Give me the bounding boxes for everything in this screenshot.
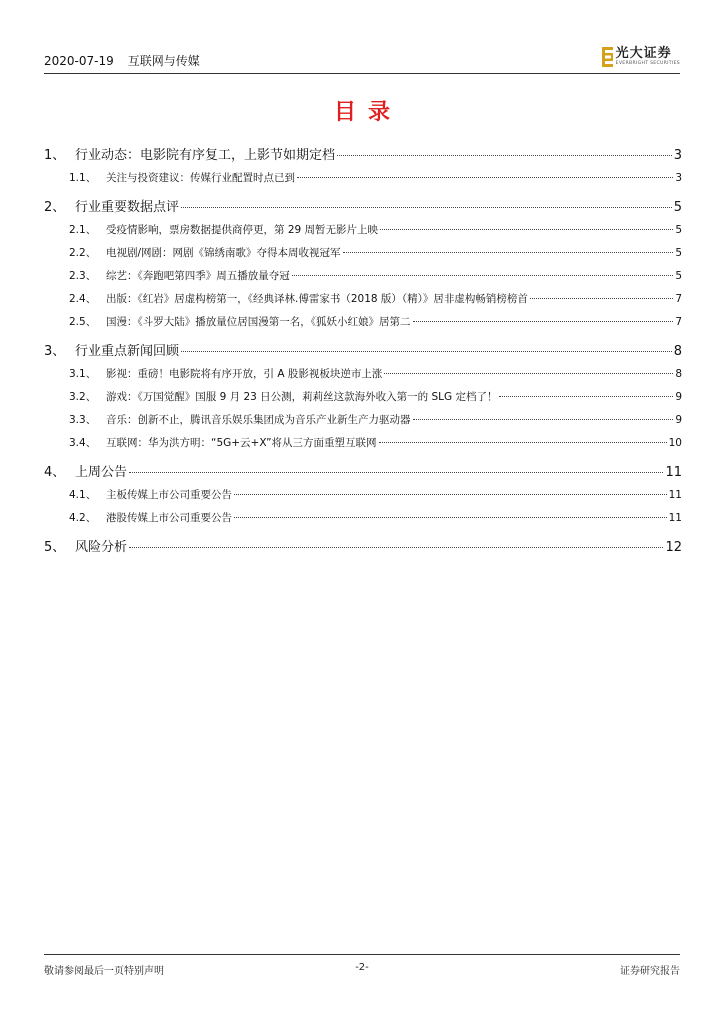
toc-page-number: 8 xyxy=(673,344,682,359)
toc-label: 电视剧/网剧：网剧《锦绣南歌》夺得本周收视冠军 xyxy=(106,247,341,259)
toc-subsection[interactable] xyxy=(44,288,682,311)
report-date: 2020-07-19 xyxy=(44,54,114,68)
toc-number: 2.4、 xyxy=(69,293,97,305)
toc-subsection[interactable] xyxy=(44,432,682,455)
toc-dot-leader xyxy=(413,419,674,420)
footer-divider xyxy=(44,954,680,955)
toc-number: 5、 xyxy=(44,540,66,555)
toc-label: 行业重点新闻回顾 xyxy=(75,344,180,359)
footer-report-type: 证券研究报告 xyxy=(620,966,680,977)
toc-page-number: 12 xyxy=(665,540,682,555)
toc-number: 3、 xyxy=(44,344,66,359)
toc-label: 风险分析 xyxy=(75,540,128,555)
toc-dot-leader xyxy=(380,229,673,230)
toc-label: 国漫：《斗罗大陆》播放量位居国漫第一名，《狐妖小红娘》居第二 xyxy=(106,316,411,328)
toc-page-number: 10 xyxy=(668,437,682,449)
toc-label: 出版：《红岩》居虚构榜第一，《经典译林.傅雷家书（2018 版）（精）》居非虚构畅销榜榜首 xyxy=(106,293,528,305)
toc-label: 互联网：华为洪方明：“5G+云+X”将从三方面重塑互联网 xyxy=(106,437,377,449)
toc-label: 行业动态：电影院有序复工，上影节如期定档 xyxy=(75,148,336,163)
company-logo xyxy=(602,46,680,72)
toc-number: 3.4、 xyxy=(69,437,97,449)
toc-page-number: 5 xyxy=(673,200,682,215)
toc-label: 上周公告 xyxy=(75,465,128,480)
toc-page-number: 7 xyxy=(675,316,682,328)
toc-dot-leader xyxy=(292,275,674,276)
toc-dot-leader xyxy=(129,547,663,548)
toc-page-number: 5 xyxy=(675,247,682,259)
toc-number: 2、 xyxy=(44,200,66,215)
toc-dot-leader xyxy=(234,517,667,518)
toc-dot-leader xyxy=(181,207,672,208)
toc-subsection[interactable] xyxy=(44,242,682,265)
page-title: 目录 xyxy=(333,100,402,125)
toc-page-number: 11 xyxy=(668,489,682,501)
toc-dot-leader xyxy=(297,177,673,178)
logo-english-text: EVERBRIGHT SECURITIES xyxy=(615,61,680,66)
toc-label: 行业重要数据点评 xyxy=(75,200,180,215)
logo-chinese-text: 光大证券 xyxy=(615,46,672,61)
toc-label: 综艺：《奔跑吧第四季》周五播放量夺冠 xyxy=(106,270,290,282)
toc-subsection[interactable] xyxy=(44,507,682,530)
header-divider xyxy=(44,73,680,74)
toc-dot-leader xyxy=(413,321,674,322)
toc-page-number: 11 xyxy=(668,512,682,524)
toc-dot-leader xyxy=(499,396,673,397)
page-number: -2- xyxy=(355,962,369,973)
toc-dot-leader xyxy=(343,252,674,253)
toc-page-number: 9 xyxy=(675,391,682,403)
toc-dot-leader xyxy=(337,155,672,156)
toc-number: 4、 xyxy=(44,465,66,480)
toc-label: 主板传媒上市公司重要公告 xyxy=(106,489,232,501)
footer-disclaimer: 敬请参阅最后一页特别声明 xyxy=(44,966,164,977)
toc-section[interactable] xyxy=(44,530,682,559)
toc-dot-leader xyxy=(530,298,673,299)
toc-label: 游戏：《万国觉醒》国服 9 月 23 日公测，莉莉丝这款海外收入第一的 SLG 定档了！ xyxy=(106,391,498,403)
toc-subsection[interactable] xyxy=(44,219,682,242)
toc-subsection[interactable] xyxy=(44,311,682,334)
toc-number: 1、 xyxy=(44,148,66,163)
page-header xyxy=(44,44,680,74)
toc-section[interactable] xyxy=(44,138,682,167)
toc-dot-leader xyxy=(181,351,672,352)
toc-dot-leader xyxy=(384,373,673,374)
toc-page-number: 9 xyxy=(675,414,682,426)
toc-number: 3.2、 xyxy=(69,391,97,403)
toc-label: 影视：重磅！电影院将有序开放，引 A 股影视板块逆市上涨 xyxy=(106,368,383,380)
toc-page-number: 3 xyxy=(675,172,682,184)
toc-number: 2.2、 xyxy=(69,247,97,259)
toc-number: 3.1、 xyxy=(69,368,97,380)
toc-number: 4.1、 xyxy=(69,489,97,501)
toc-number: 2.3、 xyxy=(69,270,97,282)
toc-page-number: 5 xyxy=(675,224,682,236)
header-info xyxy=(44,52,200,69)
toc-dot-leader xyxy=(234,494,667,495)
toc-subsection[interactable] xyxy=(44,265,682,288)
toc-page-number: 7 xyxy=(675,293,682,305)
toc-subsection[interactable] xyxy=(44,386,682,409)
toc-label: 音乐：创新不止，腾讯音乐娱乐集团成为音乐产业新生产力驱动器 xyxy=(106,414,411,426)
report-category: 互联网与传媒 xyxy=(127,54,200,68)
toc-number: 3.3、 xyxy=(69,414,97,426)
page-footer xyxy=(44,962,680,978)
logo-mark-icon xyxy=(602,47,613,67)
toc-label: 关注与投资建议：传媒行业配置时点已到 xyxy=(106,172,295,184)
toc-subsection[interactable] xyxy=(44,409,682,432)
toc-dot-leader xyxy=(129,472,663,473)
toc-number: 2.1、 xyxy=(69,224,97,236)
table-of-contents xyxy=(44,138,682,559)
toc-dot-leader xyxy=(379,442,667,443)
toc-page-number: 11 xyxy=(665,465,682,480)
toc-number: 4.2、 xyxy=(69,512,97,524)
toc-label: 受疫情影响，票房数据提供商停更，第 29 周暂无影片上映 xyxy=(106,224,379,236)
toc-page-number: 8 xyxy=(675,368,682,380)
toc-section[interactable] xyxy=(44,455,682,484)
toc-section[interactable] xyxy=(44,190,682,219)
toc-subsection[interactable] xyxy=(44,167,682,190)
toc-number: 2.5、 xyxy=(69,316,97,328)
toc-subsection[interactable] xyxy=(44,363,682,386)
toc-number: 1.1、 xyxy=(69,172,97,184)
toc-label: 港股传媒上市公司重要公告 xyxy=(106,512,232,524)
toc-section[interactable] xyxy=(44,334,682,363)
toc-page-number: 5 xyxy=(675,270,682,282)
toc-page-number: 3 xyxy=(673,148,682,163)
toc-subsection[interactable] xyxy=(44,484,682,507)
